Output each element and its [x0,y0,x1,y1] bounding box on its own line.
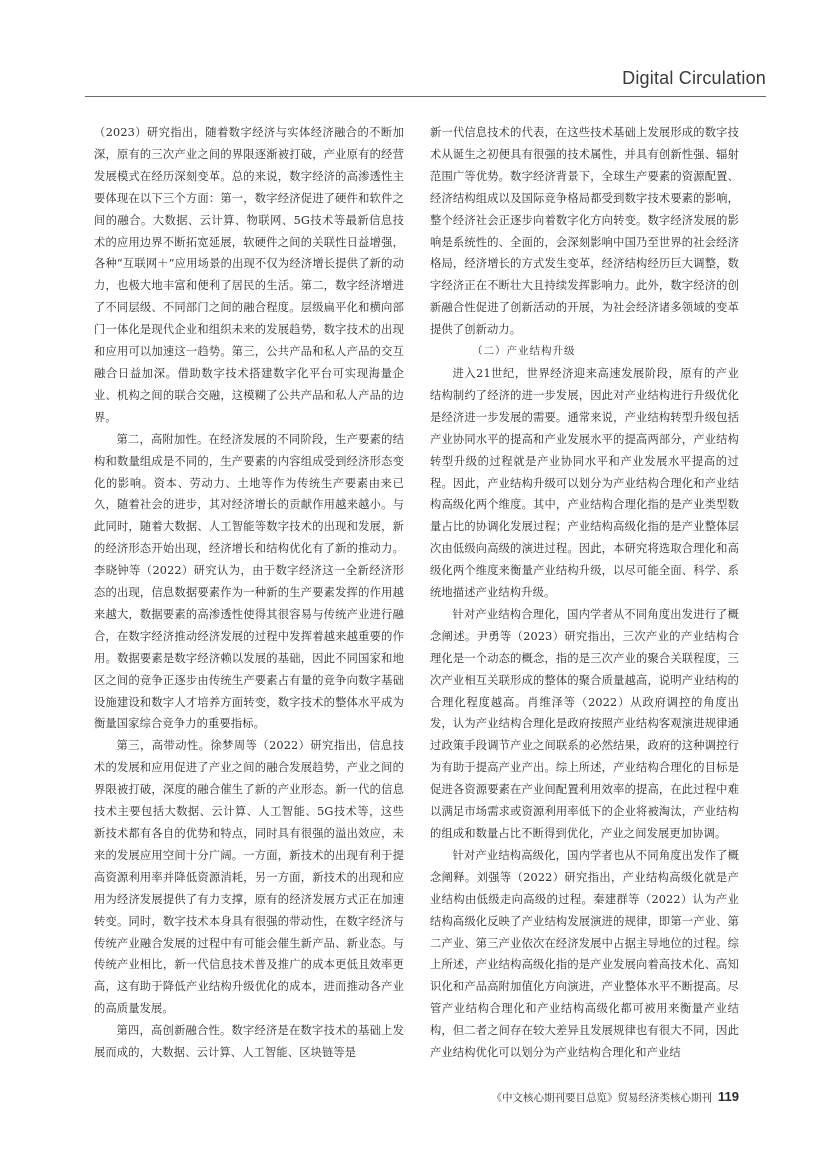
journal-section-title: Digital Circulation [622,68,766,88]
section-subheading: （二）产业结构升级 [472,345,576,358]
left-paragraph-1: （2023）研究指出，随着数字经济与实体经济融合的不断加深，原有的三次产业之间的界限逐渐被打破，产业原有的经营发展模式在经历深刻变革。总的来说，数字经济的高渗透性主要体现在以下三个方面：第一，数字经济促进了硬件和软件之间的融合。大数据、云计算、物联网、5G技术等最新信息技术的应用边界不断拓宽延展，软硬件之间的关联性日益增强，各种“互联网＋”应用场景的出现不仅为经济增长提供了新的动力，也极大地丰富和便利了居民的生活。第二，数字经济增进了不同层级、不同部门之间的融合程度。层级扁平化和横向部门一体化是现代企业和组织未来的发展趋势，数字技术的出现和应用可以加速这一趋势。第三，公共产品和私人产品的交互融合日益加深。借助数字技术搭建数字化平台可实现海量企业、机构之间的联合交融，这模糊了公共产品和私人产品的边界。 [94,126,404,424]
right-paragraph-2: 进入21世纪，世界经济迎来高速发展阶段，原有的产业结构制约了经济的进一步发展，因此对产业结构进行升级优化是经济进一步发展的需要。通常来说，产业结构转型升级包括产业协同水平的提高和产业发展水平的提高两部分，产业结构转型升级的过程就是产业协同水平和产业发展水平提高的过程。因此，产业结构升级可以划分为产业结构合理化和产业结构高级化两个维度。其中，产业结构合理化指的是产业类型数量占比的协调化发展过程；产业结构高级化指的是产业整体层次由低级向高级的演进过程。因此，本研究将选取合理化和高级化两个维度来衡量产业结构升级，以尽可能全面、科学、系统地描述产业结构升级。 [430,366,739,600]
left-paragraph-3: 第三，高带动性。徐梦周等（2022）研究指出，信息技术的发展和应用促进了产业之间的融合发展趋势，产业之间的界限被打破，深度的融合催生了新的产业形态。新一代的信息技术主要包括大数据、云计算、人工智能、5G技术等，这些新技术都有各自的优势和特点，同时具有很强的溢出效应，未来的发展应用空间十分广阔。一方面，新技术的出现有利于提高资源利用率并降低资源消耗，另一方面，新技术的出现和应用为经济发展提供了有力支撑，原有的经济发展方式正在加速转变。同时，数字技术本身具有很强的带动性，在数字经济与传统产业融合发展的过程中有可能会催生新产品、新业态。与传统产业相比，新一代信息技术普及推广的成本更低且效率更高，这有助于降低产业结构升级优化的成本，进而推动各产业的高质量发展。 [94,739,404,1016]
footer-journal-note: 《中文核心期刊要目总览》贸易经济类核心期刊 [491,1092,713,1104]
left-column [94,122,404,1064]
header-rule [85,96,766,97]
page-number: 119 [718,1089,739,1104]
right-paragraph-1: 新一代信息技术的代表，在这些技术基础上发展形成的数字技术从诞生之初便具有很强的技术属性，并具有创新性强、辐射范围广等优势。数字经济背景下，全球生产要素的资源配置、经济结构组成以及国际竞争格局都受到数字技术要素的影响，整个经济社会正逐步向着数字化方向转变。数字经济发展的影响是系统性的、全面的，会深刻影响中国乃至世界的社会经济格局，经济增长的方式发生变革，经济结构经历巨大调整，数字经济正在不断壮大且持续发挥影响力。此外，数字经济的创新融合性促进了创新活动的开展，为社会经济诸多领域的变革提供了创新动力。 [430,126,739,337]
left-paragraph-2: 第二，高附加性。在经济发展的不同阶段，生产要素的结构和数量组成是不同的，生产要素的内容组成受到经济形态变化的影响。资本、劳动力、土地等作为传统生产要素由来已久，随着社会的进步，其对经济增长的贡献作用越来越小。与此同时，随着大数据、人工智能等数字技术的出现和发展，新的经济形态开始出现，经济增长和结构优化有了新的推动力。李晓钟等（2022）研究认为，由于数字经济这一全新经济形态的出现，信息数据要素作为一种新的生产要素发挥的作用越来越大，数据要素的高渗透性使得其很容易与传统产业进行融合，在数字经济推动经济发展的过程中发挥着越来越重要的作用。数据要素是数字经济赖以发展的基础，因此不同国家和地区之间的竞争正逐步由传统生产要素占有量的竞争向数字基础设施建设和数字人才培养方面转变，数字技术的整体水平成为衡量国家综合竞争力的重要指标。 [94,432,404,731]
left-paragraph-4: 第四，高创新融合性。数字经济是在数字技术的基础上发展而成的，大数据、云计算、人工智能、区块链等是 [94,1024,404,1060]
right-column [430,122,739,1064]
page-footer [492,1089,739,1105]
right-paragraph-3: 针对产业结构合理化，国内学者从不同角度出发进行了概念阐述。尹勇等（2023）研究指出，三次产业的产业结构合理化是一个动态的概念，指的是三次产业的聚合关联程度，三次产业相互关联形成的整体的聚合质量越高，说明产业结构的合理化程度越高。肖维泽等（2022）从政府调控的角度出发，认为产业结构合理化是政府按照产业结构客观演进规律通过政策手段调节产业之间联系的必然结果，政府的这种调控行为有助于提高产业产出。综上所述，产业结构合理化的目标是促进各资源要素在产业间配置利用效率的提高，在此过程中难以满足市场需求或资源利用率低下的企业将被淘汰，产业结构的组成和数量占比不断得到优化，产业之间发展更加协调。 [430,607,739,840]
right-paragraph-4: 针对产业结构高级化，国内学者也从不同角度出发作了概念阐释。刘强等（2022）研究指出，产业结构高级化就是产业结构由低级走向高级的过程。秦建群等（2022）认为产业结构高级化反映了产业结构发展演进的规律，即第一产业、第二产业、第三产业依次在经济发展中占据主导地位的过程。综上所述，产业结构高级化指的是产业发展向着高技术化、高知识化和产品高附加值化方向演进，产业整体水平不断提高。尽管产业结构合理化和产业结构高级化都可被用来衡量产业结构，但二者之间存在较大差异且发展规律也有很大不同，因此产业结构优化可以划分为产业结构合理化和产业结 [430,848,739,1060]
